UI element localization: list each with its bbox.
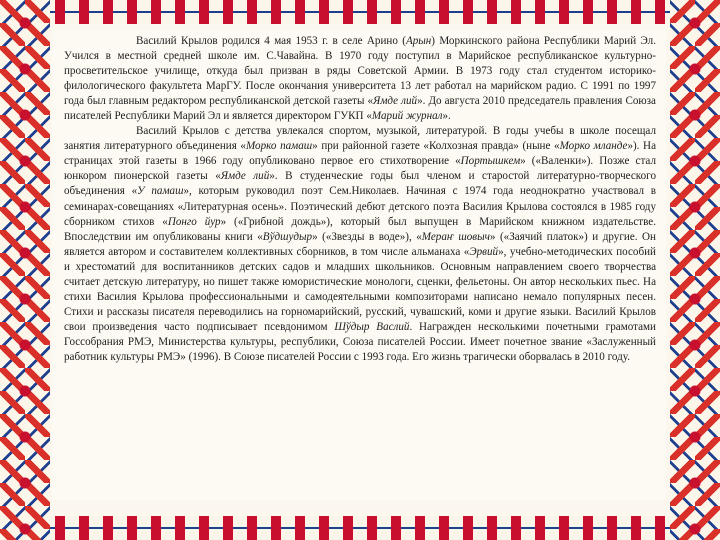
ornament-border-bottom: [0, 516, 720, 540]
text-run: ». В студенческие годы был членом и старостой литературно-творческого объединения «: [64, 170, 656, 198]
italic-run: Вўдшудыр: [262, 230, 313, 243]
text-run: »). На страницах этой газеты в 1966 году опубликовано первое его стихотворение «: [64, 140, 656, 168]
biography-text: [64, 34, 656, 365]
italic-run: Ямде лий: [220, 170, 270, 183]
italic-run: Ямде лий: [373, 95, 418, 108]
text-run: », учебно-методических пособий и хрестоматий для воспитанников детских садов и младших школьников. Основным направлением своего творчества считает детскую литературу, но пишет также юмористические монологи, сценки, фельетоны. Он автор нескольких пьес. На стихи Василия Крылова профессиональными и самодеятельными композиторами написано немало популярных песен. Стихи и рассказы писателя переводились на горномарийский, русский, чувашский, коми и другие языки. Василий Крылов свои произведения часто подписывает псевдонимом: [64, 245, 656, 333]
text-run: » («Валенки»). Позже стал юнкором пионерской газеты «: [64, 155, 656, 183]
italic-run: Шўдыр Васлий: [334, 320, 410, 333]
italic-run: Портышкем: [460, 155, 521, 168]
ornament-border-left: [0, 0, 50, 540]
text-run: », которым руководил поэт Сем.Николаев. Начиная с 1974 года неоднократно участвовал в семинарах-совещаниях «Литературная осень». Поэтический дебют детского поэта Василия Крылова состоялся в 1985 году сборником стихов «: [64, 185, 656, 228]
paragraph-1: [64, 34, 656, 124]
italic-run: Мераҥ шовыч: [421, 230, 490, 243]
ornament-border-top: [0, 0, 720, 24]
italic-run: Морко мланде: [559, 140, 628, 153]
text-run: » при районной газете «Колхозная правда» (ныне «: [312, 140, 560, 153]
text-run: Василий Крылов родился 4 мая 1953 г. в селе Арино (: [136, 35, 406, 47]
ornament-border-right: [670, 0, 720, 540]
text-run: » («Заячий платок») и другие. Он является автором и составителем коллективных сборников, в том числе альманаха «: [64, 230, 656, 258]
text-run: » («Звезды в воде»), «: [312, 230, 422, 243]
text-run: ». До августа 2010 председатель правления Союза писателей Республики Марий Эл и является директором ГУКП «: [64, 95, 656, 123]
text-run: » («Грибной дождь»), который был выпущен в Марийском книжном издательстве. Впоследствии им опубликованы книги «: [64, 215, 656, 243]
text-run: ) Моркинского района Республики Марий Эл. Учился в местной средней школе им. С.Чавайна. В 1970 году поступил в Марийское республиканское культурно-просветительское училище, откуда был призван в ряды Советской Армии. В 1973 году стал студентом историко-филологического факультета МарГУ. После окончания университета 13 лет работал на марийском радио. С 1991 по 1997 года был главным редактором республиканской детской газеты «: [64, 35, 656, 108]
italic-run: Эрвий: [469, 245, 499, 258]
italic-run: Морко памаш: [245, 140, 313, 153]
italic-run: Понго йур: [167, 215, 221, 228]
paragraph-2: [64, 124, 656, 365]
text-run: ».: [442, 110, 451, 123]
text-run: . Награжден несколькими почетными грамотами Госсобрания РМЭ, Министерства культуры, республики, Союза писателей России. Имеет почетное звание «Заслуженный работник культуры РМЭ» (1996). В Союзе писателей России с 1993 года. Его жизнь трагически оборвалась в 2010 году.: [64, 320, 656, 363]
italic-run: У памаш: [137, 185, 184, 198]
text-run: Василий Крылов с детства увлекался спортом, музыкой, литературой. В годы учебы в школе посещал занятия литературного объединения «: [64, 125, 656, 153]
italic-run: Марий журнал: [371, 110, 443, 123]
italic-run: Арын: [405, 35, 432, 47]
